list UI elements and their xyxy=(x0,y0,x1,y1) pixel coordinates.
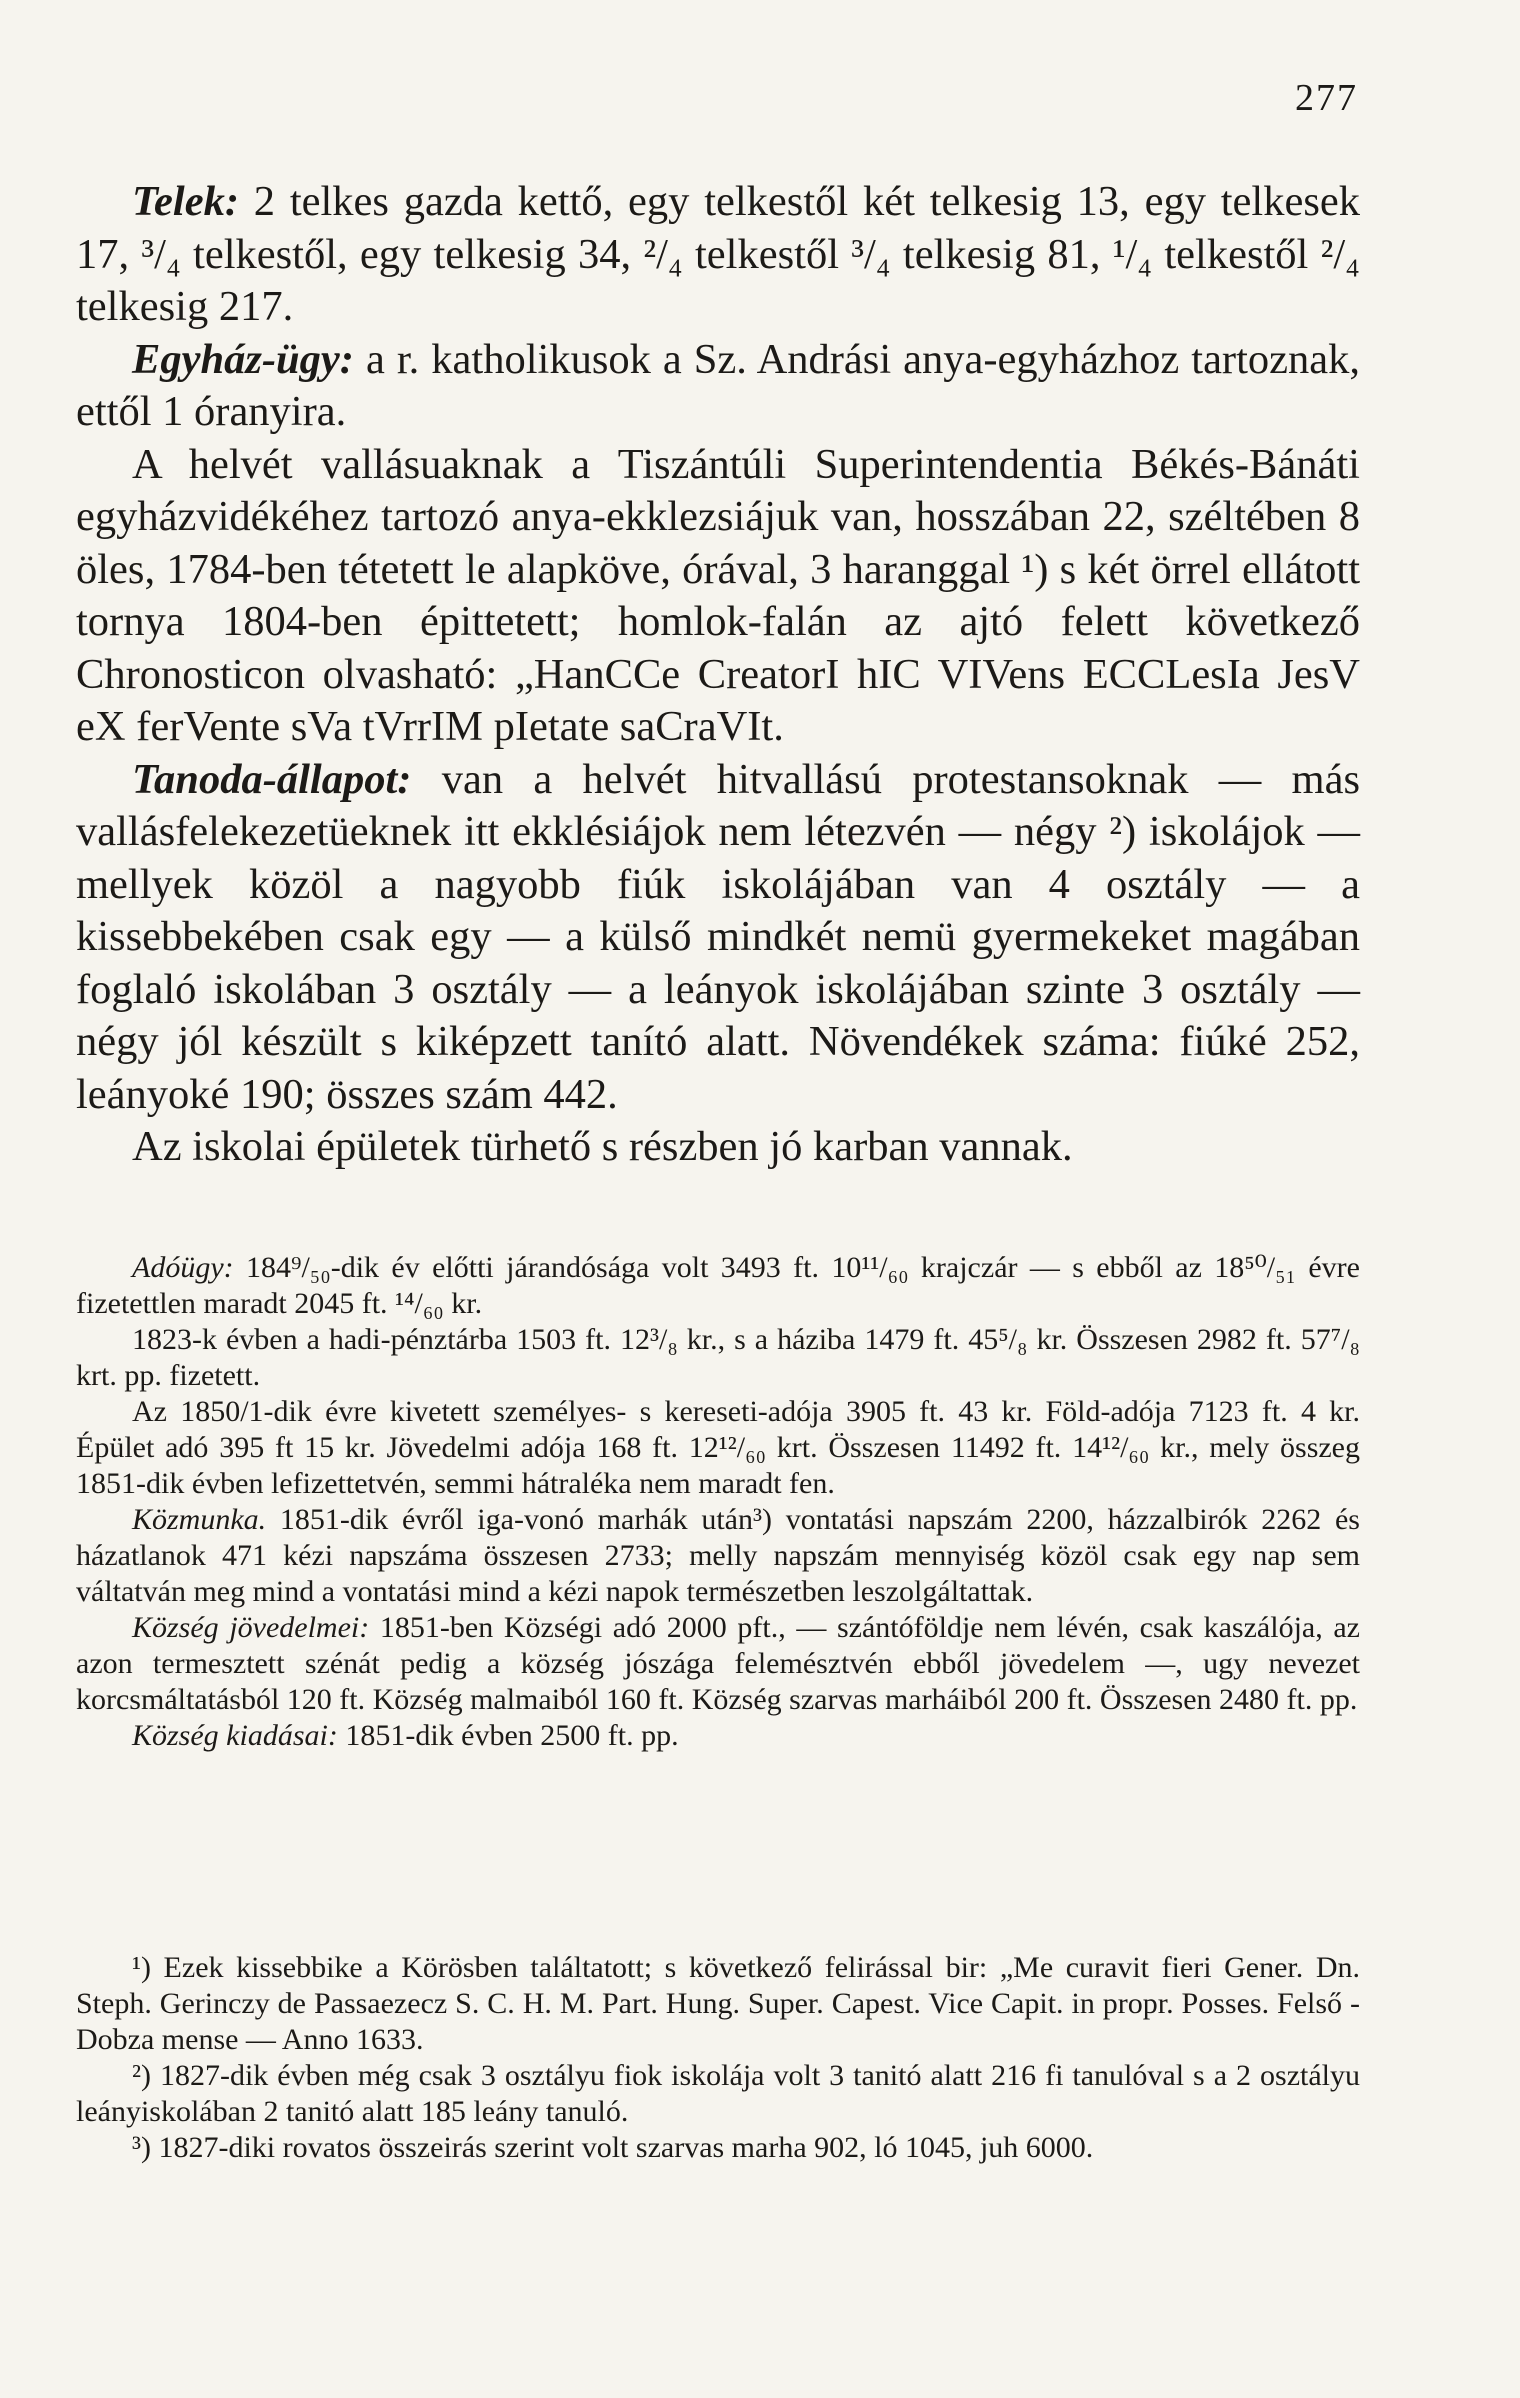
paragraph-body: 1851-ben Községi adó 2000 pft., — szántóföldje nem lévén, csak kaszálója, az azon termesztett szénát pedig a község jószága felemésztvén ebből jövedelem —, ugy nevezet korcsmáltatásból 120 ft. Község malmaiból 160 ft. Község szarvas marháiból 200 ft. Összesen 2480 ft. pp. xyxy=(76,1611,1360,1716)
paragraph-hadi-penztar xyxy=(76,1322,1360,1394)
paragraph-kozmunka xyxy=(76,1502,1360,1610)
paragraph-body: Az 1850/1-dik évre kivetett személyes- s kereseti-adója 3905 ft. 43 kr. Föld-adója 7123 ft. 4 kr. Épület adó 395 ft 15 kr. Jövedelmi adója 168 ft. 12¹²/₆₀ krt. Összesen 11492 ft. 14¹²/₆₀ kr., mely összeg 1851-dik évben lefizettetvén, semmi hátraléka nem maradt fen. xyxy=(76,1395,1360,1500)
paragraph-body: Az iskolai épületek türhető s részben jó karban vannak. xyxy=(132,1123,1073,1170)
page-number: 277 xyxy=(1295,77,1358,119)
paragraph-kozseg-kiadasai xyxy=(76,1718,1360,1754)
paragraph-body: a r. katholikusok a Sz. Andrási anya-egyházhoz tartoznak, ettől 1 óranyira. xyxy=(76,335,1360,435)
small-text-block xyxy=(76,1250,1360,1754)
paragraph-egyhaz-ugy xyxy=(76,334,1360,439)
paragraph-lead: Község kiadásai: xyxy=(132,1719,338,1752)
paragraph-lead: Tanoda-állapot: xyxy=(132,755,412,803)
paragraph-lead: Közmunka. xyxy=(132,1503,267,1536)
paragraph-body: 1823-k évben a hadi-pénztárba 1503 ft. 12³/₈ kr., s a háziba 1479 ft. 45⁵/₈ kr. Összesen 2982 ft. 57⁷/₈ krt. pp. fizetett. xyxy=(76,1323,1360,1392)
paragraph-body: van a helvét hitvallású protestansoknak — más vallásfelekezetüeknek itt ekklésiájok nem létezvén — négy ²) iskolájok — mellyek közöl a nagyobb fiúk iskolájában van 4 osztály — a kissebbekében csak egy — a külső mindkét nemü gyermekeket magában foglaló iskolában 3 osztály — a leányok iskolájában szinte 3 osztály — négy jól készült s kiképzett tanító alatt. Növendékek száma: fiúké 252, leányoké 190; összes szám 442. xyxy=(76,755,1360,1118)
footnote-3: ³) 1827-diki rovatos összeirás szerint volt szarvas marha 902, ló 1045, juh 6000. xyxy=(132,2131,1094,2164)
paragraph-telek xyxy=(76,176,1360,334)
paragraph-adougy xyxy=(76,1250,1360,1322)
paragraph-body: 184⁹/₅₀-dik év előtti járandósága volt 3493 ft. 10¹¹/₆₀ krajczár — s ebből az 18⁵⁰/₅₁ évre fizetettlen maradt 2045 ft. ¹⁴/₆₀ kr. xyxy=(76,1251,1360,1320)
paragraph-body: 2 telkes gazda kettő, egy telkestől két telkesig 13, egy telkesek 17, ³/₄ telkestől, egy telkesig 34, ²/₄ telkestől ³/₄ telkesig 81, ¹/₄ telkestől ²/₄ telkesig 217. xyxy=(76,178,1360,330)
paragraph-tanoda xyxy=(76,754,1360,1122)
footnote-2: ²) 1827-dik évben még csak 3 osztályu fiok iskolája volt 3 tanitó alatt 216 fi tanulóval s a 2 osztályu leányiskolában 2 tanitó alatt 185 leány tanuló. xyxy=(76,2059,1360,2128)
paragraph-lead: Község jövedelmei: xyxy=(132,1611,370,1644)
paragraph-lead: Adóügy: xyxy=(132,1251,234,1284)
paragraph-body: A helvét vallásuaknak a Tiszántúli Superintendentia Békés-Bánáti egyházvidékéhez tartozó anya-ekklezsiájuk van, hosszában 22, széltében 8 öles, 1784-ben tétetett le alapköve, órával, 3 haranggal ¹) s két örrel ellátott tornya 1804-ben épittetett; homlok-falán az ajtó felett következő Chronosticon olvasható: „HanCCe CreatorI hIC VIVens ECCLesIa JesV eX ferVente sVa tVrrIM pIetate saCraVIt. xyxy=(76,440,1360,750)
paragraph-kozseg-jovedelmei xyxy=(76,1610,1360,1718)
paragraph-epuletek xyxy=(76,1121,1360,1174)
paragraph-ado-1850 xyxy=(76,1394,1360,1502)
footnote-1: ¹) Ezek kissebbike a Körösben találtatott; s következő felirással bir: „Me curavit fieri Gener. Dn. Steph. Gerinczy de Passaezecz S. C. H. M. Part. Hung. Super. Capest. Vice Capit. in propr. Posses. Felső - Dobza mense — Anno 1633. xyxy=(76,1951,1360,2056)
footnotes xyxy=(76,1950,1360,2166)
main-text-block xyxy=(76,176,1360,1174)
paragraph-helvet xyxy=(76,439,1360,754)
paragraph-lead: Telek: xyxy=(132,178,239,225)
paragraph-body: 1851-dik évről iga-vonó marhák után³) vontatási napszám 2200, házzalbirók 2262 és házatlanok 471 kézi napszáma összesen 2733; melly napszám mennyiség közöl csak egy nap sem váltatván meg mind a vontatási mind a kézi napok természetben leszolgáltattak. xyxy=(76,1503,1360,1608)
paragraph-lead: Egyház-ügy: xyxy=(132,335,354,383)
paragraph-body: 1851-dik évben 2500 ft. pp. xyxy=(337,1719,679,1752)
